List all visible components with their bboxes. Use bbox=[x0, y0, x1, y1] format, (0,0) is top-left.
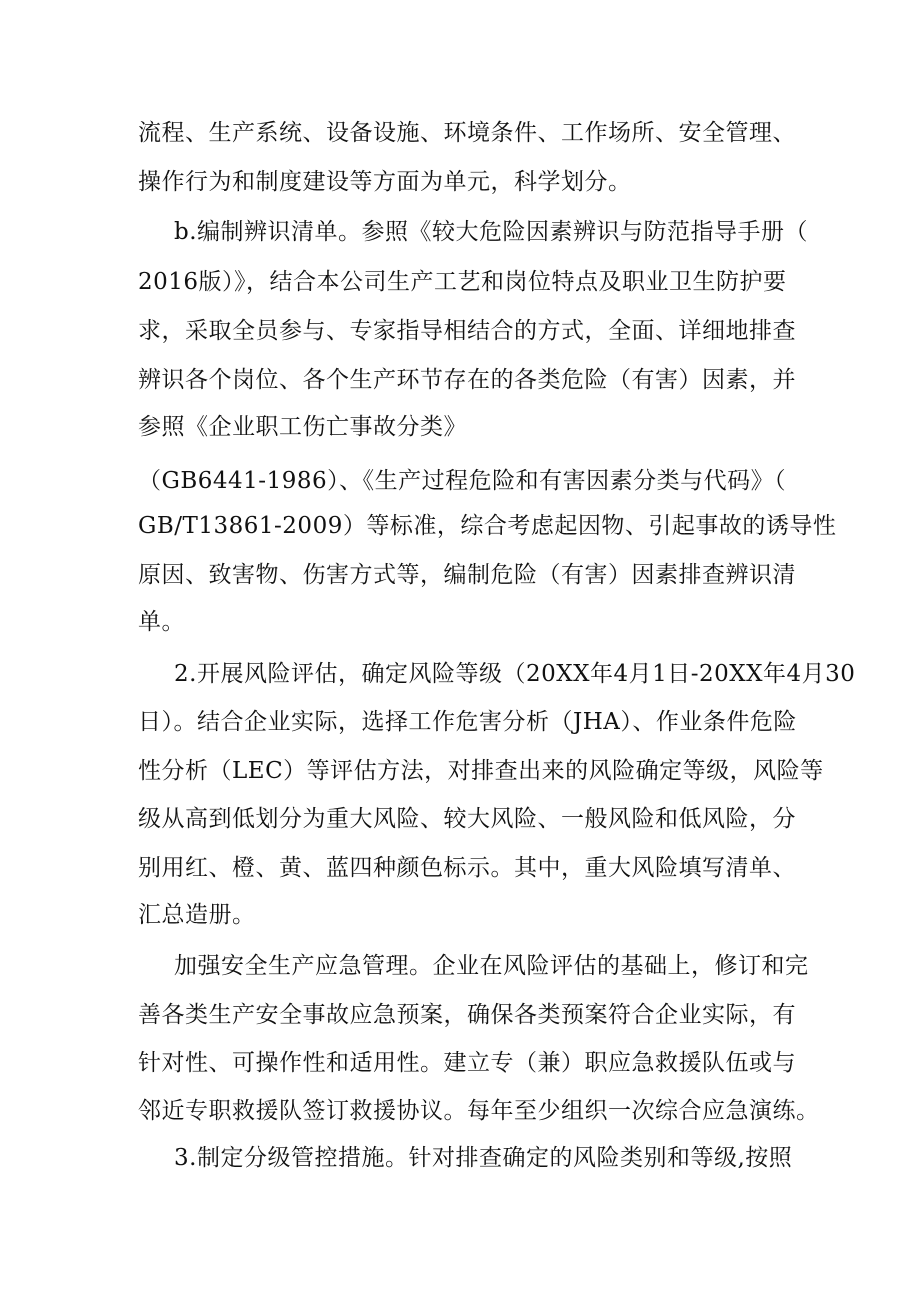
text-line: 求，采取全员参与、专家指导相结合的方式，全面、详细地排查 bbox=[138, 318, 796, 344]
text-line: 邻近专职救援队签订救援协议。每年至少组织一次综合应急演练。 bbox=[138, 1098, 820, 1124]
paragraph-start-line: b.编制辨识清单。参照《较大危险因素辨识与防范指导手册（ bbox=[174, 219, 809, 245]
paragraph-start-line: 3.制定分级管控措施。针对排查确定的风险类别和等级,按照 bbox=[174, 1145, 793, 1171]
paragraph-start-line: 2.开展风险评估，确定风险等级（20XX年4月1日-20XX年4月30 bbox=[174, 661, 856, 687]
text-line: 辨识各个岗位、各个生产环节存在的各类危险（有害）因素，并 bbox=[138, 367, 796, 393]
text-line: GB/T13861-2009）等标准，综合考虑起因物、引起事故的诱导性 bbox=[138, 513, 837, 539]
text-line: 善各类生产安全事故应急预案，确保各类预案符合企业实际，有 bbox=[138, 1002, 796, 1028]
text-line: 参照《企业职工伤亡事故分类》 bbox=[138, 414, 467, 440]
text-line: 原因、致害物、伤害方式等，编制危险（有害）因素排查辨识清 bbox=[138, 562, 796, 588]
paragraph-start-line: 加强安全生产应急管理。企业在风险评估的基础上，修订和完 bbox=[174, 953, 809, 979]
text-line: 日）。结合企业实际，选择工作危害分析（JHA）、作业条件危险 bbox=[138, 709, 797, 735]
text-line: 别用红、橙、黄、蓝四种颜色标示。其中，重大风险填写清单、 bbox=[138, 855, 796, 881]
text-line: 流程、生产系统、设备设施、环境条件、工作场所、安全管理、 bbox=[138, 120, 796, 146]
text-line: 性分析（LEC）等评估方法，对排查出来的风险确定等级，风险等 bbox=[138, 758, 824, 784]
text-line: 2016版）》，结合本公司生产工艺和岗位特点及职业卫生防护要 bbox=[138, 269, 787, 295]
text-line: 单。 bbox=[138, 609, 185, 635]
text-line: 针对性、可操作性和适用性。建立专（兼）职应急救援队伍或与 bbox=[138, 1050, 796, 1076]
text-line: 操作行为和制度建设等方面为单元，科学划分。 bbox=[138, 169, 632, 195]
text-line: 汇总造册。 bbox=[138, 902, 256, 928]
text-line: （GB6441-1986）、《生产过程危险和有害因素分类与代码》（ bbox=[138, 468, 787, 494]
text-line: 级从高到低划分为重大风险、较大风险、一般风险和低风险，分 bbox=[138, 806, 796, 832]
